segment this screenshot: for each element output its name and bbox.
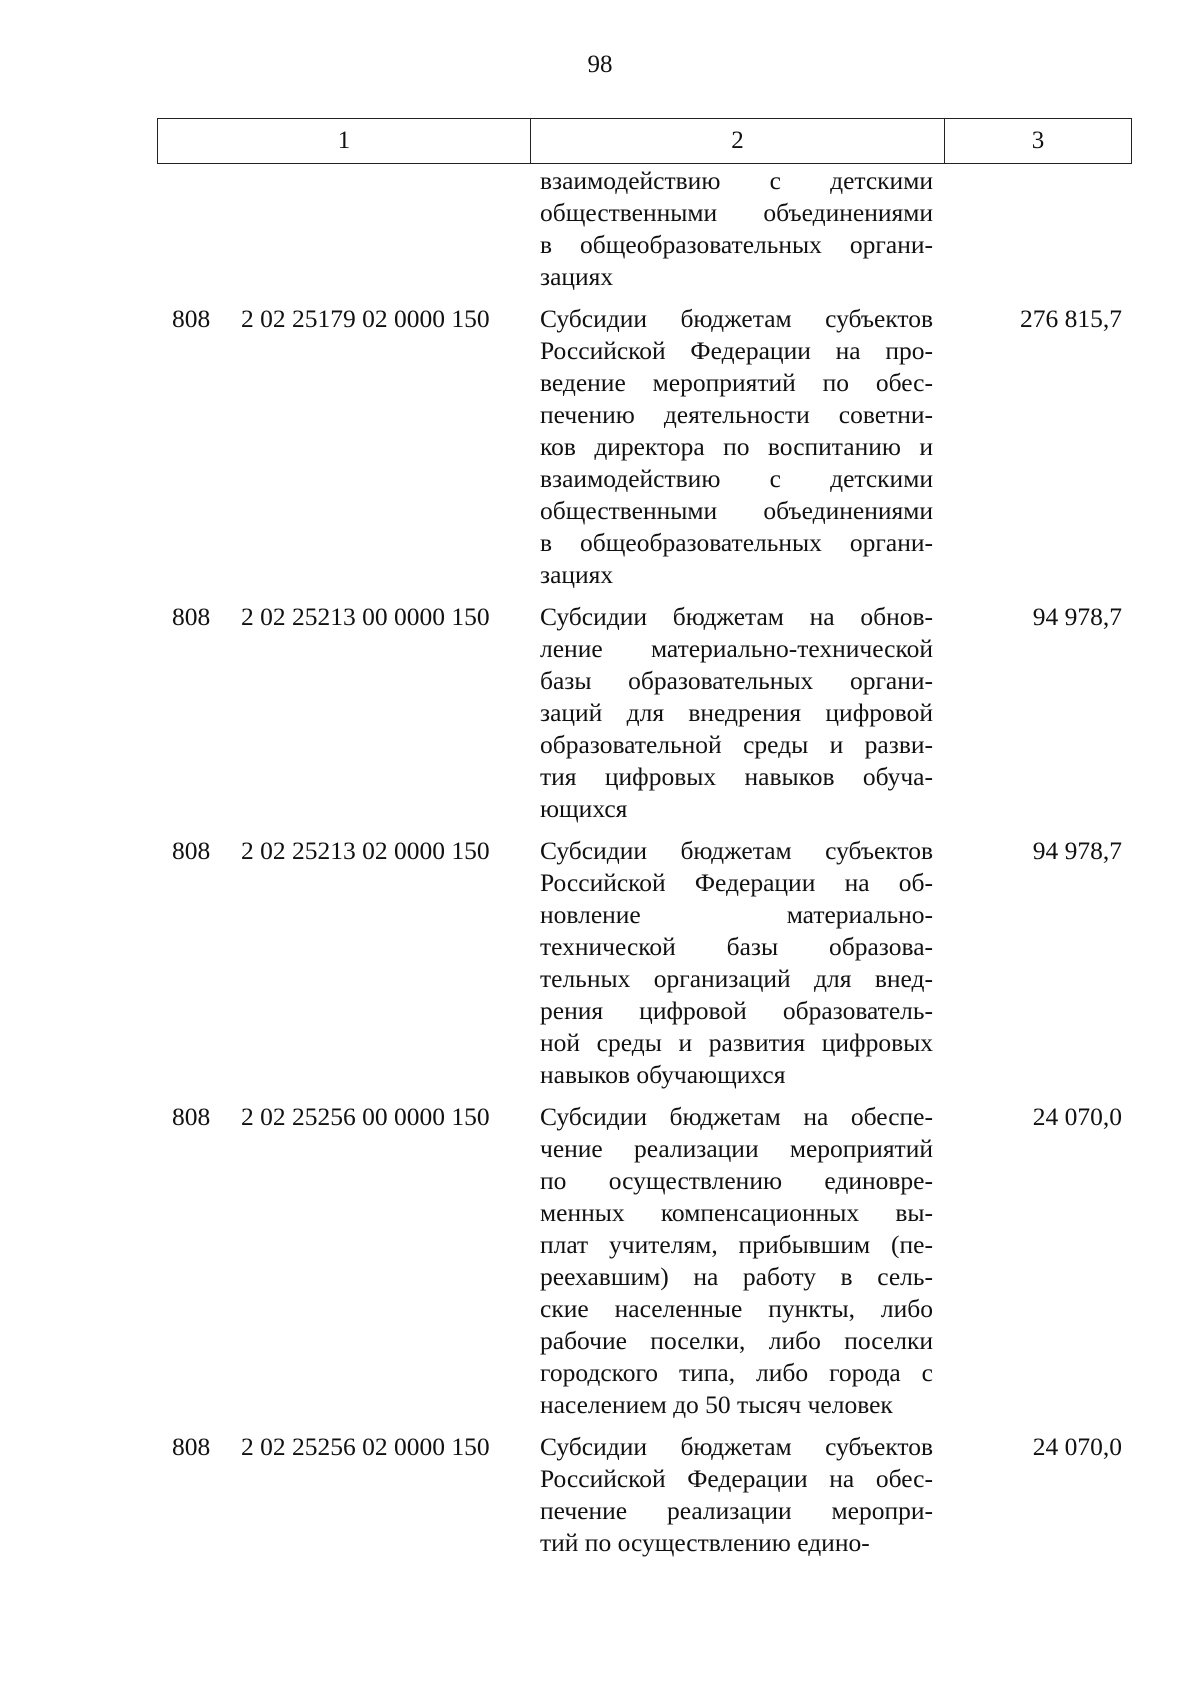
description-line: ление материально-технической [540,634,933,663]
description-line: населением до 50 тысяч человек [540,1390,893,1419]
description-line: Субсидии бюджетам субъектов [540,304,933,333]
amount-cell: 94 978,7 [1032,602,1122,631]
amount-cell: 24 070,0 [1032,1432,1122,1461]
description-line: новление материально- [540,900,933,929]
description-line: Субсидии бюджетам на обнов- [540,602,933,631]
description-line: ющихся [540,794,628,823]
description-line: тия цифровых навыков обуча- [540,762,933,791]
description-line: ной среды и развития цифровых [540,1028,933,1057]
description-line: технической базы образова- [540,932,933,961]
table-row [157,165,1132,293]
table-header [157,118,1132,164]
description-line: тий по осуществлению едино- [540,1528,870,1557]
description-cell [540,1431,933,1559]
description-line: печение реализации меропри- [540,1496,933,1525]
description-line: Субсидии бюджетам субъектов [540,836,933,865]
description-cell [540,835,933,1091]
description-line: Российской Федерации на про- [540,336,933,365]
table-row [157,1101,1132,1421]
budget-code-cell: 2 02 25213 00 0000 150 [241,602,490,631]
table-row [157,835,1132,1091]
amount-cell: 276 815,7 [1020,304,1122,333]
description-line: ведение мероприятий по обес- [540,368,933,397]
admin-code-cell: 808 [172,836,211,865]
description-line: тельных организаций для внед- [540,964,933,993]
admin-code-cell: 808 [172,304,211,333]
description-line: городского типа, либо города с [540,1358,933,1387]
description-line: взаимодействию с детскими [540,166,933,195]
description-line: реехавшим) на работу в сель- [540,1262,933,1291]
admin-code-cell: 808 [172,1102,211,1131]
description-line: плат учителям, прибывшим (пе- [540,1230,933,1259]
description-line: заций для внедрения цифровой [540,698,933,727]
description-line: печению деятельности советни- [540,400,933,429]
budget-code-cell: 2 02 25179 02 0000 150 [241,304,490,333]
page-number: 98 [587,51,613,78]
description-line: навыков обучающихся [540,1060,786,1089]
description-cell [540,303,933,591]
table-row [157,303,1132,591]
amount-cell: 94 978,7 [1032,836,1122,865]
header-cell-1: 1 [158,119,531,163]
description-cell [540,165,933,293]
amount-cell: 24 070,0 [1032,1102,1122,1131]
admin-code-cell: 808 [172,602,211,631]
description-line: менных компенсационных вы- [540,1198,933,1227]
table-body [157,165,1132,1559]
description-line: Российской Федерации на обес- [540,1464,933,1493]
description-line: Субсидии бюджетам на обеспе- [540,1102,933,1131]
table-row [157,601,1132,825]
admin-code-cell: 808 [172,1432,211,1461]
description-cell [540,601,933,825]
description-cell [540,1101,933,1421]
header-cell-3: 3 [1031,127,1045,154]
description-line: в общеобразовательных органи- [540,230,933,259]
description-line: Субсидии бюджетам субъектов [540,1432,933,1461]
header-cell-2: 2 [531,119,945,163]
description-line: в общеобразовательных органи- [540,528,933,557]
description-line: ские населенные пункты, либо [540,1294,933,1323]
description-line: общественными объединениями [540,496,933,525]
description-line: рения цифровой образователь- [540,996,933,1025]
table-row [157,1431,1132,1559]
description-line: зациях [540,560,614,589]
description-line: зациях [540,262,614,291]
budget-code-cell: 2 02 25256 00 0000 150 [241,1102,490,1131]
description-line: взаимодействию с детскими [540,464,933,493]
budget-code-cell: 2 02 25256 02 0000 150 [241,1432,490,1461]
description-line: чение реализации мероприятий [540,1134,933,1163]
description-line: базы образовательных органи- [540,666,933,695]
description-line: ков директора по воспитанию и [540,432,933,461]
description-line: Российской Федерации на об- [540,868,933,897]
description-line: общественными объединениями [540,198,933,227]
description-line: образовательной среды и разви- [540,730,933,759]
budget-code-cell: 2 02 25213 02 0000 150 [241,836,490,865]
description-line: рабочие поселки, либо поселки [540,1326,933,1355]
description-line: по осуществлению единовре- [540,1166,933,1195]
